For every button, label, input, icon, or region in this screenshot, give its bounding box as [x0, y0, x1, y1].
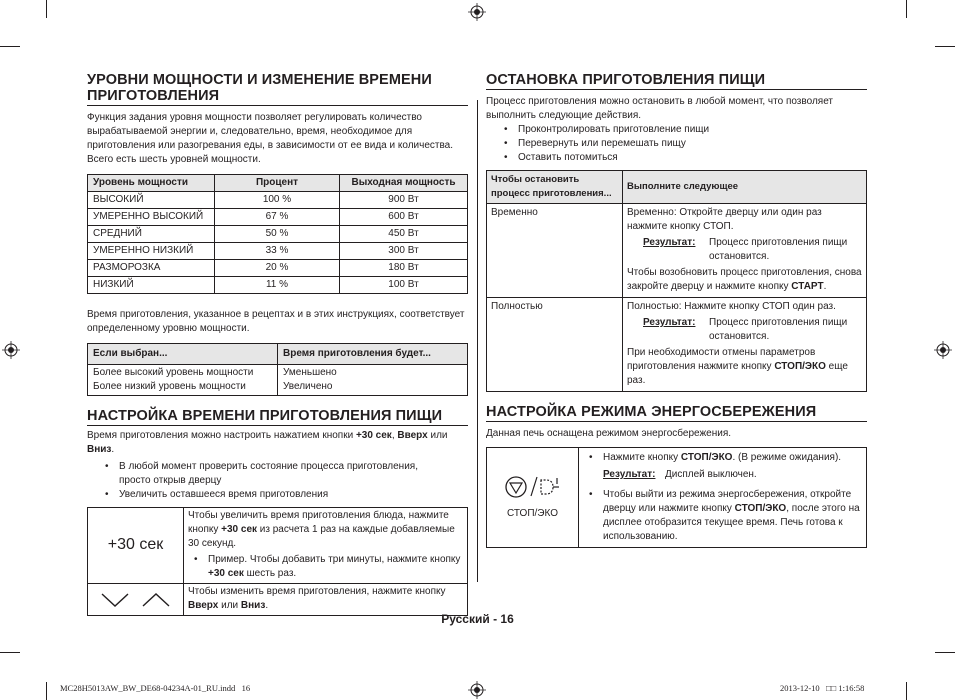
table-header: Уровень мощности [88, 175, 215, 192]
cell-text: . [265, 600, 269, 611]
table-header: Чтобы остановить процесс приготовления... [487, 171, 623, 204]
cell-text: . [823, 281, 827, 292]
result-text: Процесс приготовления пищи остановится. [709, 237, 848, 262]
cell-bold: СТОП/ЭКО [734, 503, 787, 514]
table-header: Выходная мощность [340, 175, 468, 192]
plus30-button-cell [88, 508, 184, 584]
cell-text: из расчета 1 раз на каждые добавляемые 30 секунд. [188, 524, 455, 549]
result-label: Результат: [643, 237, 696, 248]
up-arrow-icon[interactable] [141, 591, 171, 609]
cell-text: Увеличено [283, 381, 333, 392]
table-row [487, 204, 867, 298]
table-cell: 450 Вт [340, 226, 468, 243]
stop-eco-button[interactable] [503, 474, 563, 521]
table-cell: 300 Вт [340, 243, 468, 260]
table-row [487, 448, 867, 548]
eco-mode-table [486, 447, 867, 548]
cell-text: Временно: Откройте дверцу или один раз нажмите кнопку СТОП. [627, 207, 822, 232]
stop-eco-button-cell [487, 448, 579, 548]
power-levels-title: УРОВНИ МОЩНОСТИ И ИЗМЕНЕНИЕ ВРЕМЕНИ ПРИГОТОВЛЕНИЯ [87, 72, 468, 106]
cell-text: шесть раз. [243, 568, 297, 579]
crop-mark [935, 652, 955, 653]
table-row [88, 192, 468, 209]
table-row [88, 226, 468, 243]
intro-bold: Вверх [397, 430, 428, 441]
power-choice-table [87, 343, 468, 396]
intro-text: . [111, 444, 115, 455]
cell-bold: +30 сек [208, 568, 244, 579]
cell-text: . (В режиме ожидания). [732, 452, 842, 463]
column-divider [477, 100, 478, 582]
stop-cooking-bullets [486, 123, 867, 165]
result-label: Результат: [603, 469, 656, 480]
crop-mark [906, 682, 907, 700]
arrow-buttons-cell [88, 584, 184, 616]
table-cell: УМЕРЕННО ВЫСОКИЙ [88, 209, 215, 226]
table-cell: Полностью [487, 298, 623, 392]
table-row [88, 209, 468, 226]
cell-text: Нажмите кнопку [603, 452, 681, 463]
cell-text: При необходимости отмены параметров приготовления нажмите кнопку [627, 347, 816, 372]
power-levels-intro: Функция задания уровня мощности позволяет регулировать количество вырабатываемой энергии и, следовательно, время, необходимое для приготовления или разогревания еды, в зависимости от ее вида и количества. Всего есть шесть уровней мощности. [87, 112, 454, 165]
intro-text: Время приготовления можно настроить нажатием кнопки [87, 430, 356, 441]
table-row [88, 277, 468, 294]
intro-text: или [427, 430, 448, 441]
table-cell [623, 298, 867, 392]
cell-text: Более низкий уровень мощности [93, 381, 246, 392]
page-number: Русский - 16 [441, 612, 514, 626]
down-arrow-icon[interactable] [100, 591, 130, 609]
cell-text: Чтобы изменить время приготовления, нажмите кнопку [188, 586, 446, 597]
table-header: Выполните следующее [623, 171, 867, 204]
intro-bold: Вниз [87, 444, 112, 455]
cell-text: Пример. Чтобы добавить три минуты, нажмите кнопку [208, 554, 461, 565]
table-cell: Временно [487, 204, 623, 298]
table-cell: 100 Вт [340, 277, 468, 294]
table-row [88, 584, 468, 616]
registration-mark-icon [468, 681, 486, 699]
table-header: Если выбран... [88, 344, 278, 365]
table-cell: НИЗКИЙ [88, 277, 215, 294]
crop-mark [46, 0, 47, 18]
table-row [88, 365, 468, 396]
cell-text: Чтобы выйти из режима энергосбережения, откройте дверцу или нажмите кнопку [603, 489, 852, 514]
plus30-button[interactable]: +30 сек [107, 535, 164, 553]
cell-bold: Вверх [188, 600, 219, 611]
crop-mark [46, 682, 47, 700]
result-line [643, 236, 862, 264]
eco-mode-title: НАСТРОЙКА РЕЖИМА ЭНЕРГОСБЕРЕЖЕНИЯ [486, 404, 867, 422]
table-cell [623, 204, 867, 298]
table-cell: 900 Вт [340, 192, 468, 209]
registration-mark-icon [468, 3, 486, 21]
table-cell [184, 508, 468, 584]
cell-text: Полностью: Нажмите кнопку СТОП один раз. [627, 301, 836, 312]
cell-text: еще раз. [627, 361, 848, 386]
cell-text: Уменьшено [283, 367, 337, 378]
table-cell [184, 584, 468, 616]
stop-eco-icon [503, 474, 563, 500]
table-cell: 180 Вт [340, 260, 468, 277]
table-cell: УМЕРЕННО НИЗКИЙ [88, 243, 215, 260]
cell-text: Чтобы возобновить процесс приготовления, снова закройте дверцу и нажмите кнопку [627, 267, 862, 292]
eco-mode-intro: Данная печь оснащена режимом энергосбережения. [486, 428, 732, 439]
cell-text [627, 266, 862, 294]
result-text: Процесс приготовления пищи остановится. [709, 317, 848, 342]
list-item: • Чтобы выйти из режима энергосбережения, откройте дверцу или нажмите кнопку СТОП/ЭКО, после этого на дисплее отобразится текущее время. Печь готова к использованию. [589, 489, 860, 542]
list-item: • В любой момент проверить состояние процесса приготовления, просто открыв дверцу [87, 460, 468, 488]
cell-bold: СТОП/ЭКО [680, 452, 733, 463]
stop-cooking-title: ОСТАНОВКА ПРИГОТОВЛЕНИЯ ПИЩИ [486, 72, 867, 90]
file-info: MC28H5013AW_BW_DE68-04234A-01_RU.indd 16 [60, 683, 251, 693]
cell-bold: +30 сек [221, 524, 258, 535]
result-line [643, 316, 862, 344]
right-column [486, 72, 867, 548]
cell-bold: Вниз [240, 600, 266, 611]
list-item: • Пример. Чтобы добавить три минуты, нажмите кнопку +30 сек шесть раз. [194, 554, 461, 579]
table-row [88, 243, 468, 260]
crop-mark [935, 46, 955, 47]
table-cell [278, 365, 468, 396]
cooking-time-title: НАСТРОЙКА ВРЕМЕНИ ПРИГОТОВЛЕНИЯ ПИЩИ [87, 408, 468, 426]
crop-mark [0, 652, 20, 653]
table-cell [88, 365, 278, 396]
registration-mark-icon [2, 341, 20, 359]
cell-text [627, 346, 862, 388]
stop-cooking-intro: Процесс приготовления можно остановить в любой момент, что позволяет выполнить следующие действия. [486, 96, 833, 121]
table-cell: 50 % [215, 226, 340, 243]
crop-mark [0, 46, 20, 47]
stop-cooking-table [486, 170, 867, 392]
table-row [487, 298, 867, 392]
result-line [603, 468, 862, 482]
stop-eco-label: СТОП/ЭКО [507, 508, 558, 519]
table-cell: ВЫСОКИЙ [88, 192, 215, 209]
intro-text: , [391, 430, 398, 441]
cell-text: Более высокий уровень мощности [93, 367, 254, 378]
table-cell: СРЕДНИЙ [88, 226, 215, 243]
table-cell: 600 Вт [340, 209, 468, 226]
crop-mark [906, 0, 907, 18]
result-label: Результат: [643, 317, 696, 328]
cell-text [188, 509, 463, 551]
table-cell: 20 % [215, 260, 340, 277]
cell-text: или [218, 600, 241, 611]
list-item: • Увеличить оставшееся время приготовления [87, 488, 468, 502]
table-cell: 67 % [215, 209, 340, 226]
table-cell: РАЗМОРОЗКА [88, 260, 215, 277]
list-item: • Оставить потомиться [486, 151, 867, 165]
registration-mark-icon [934, 341, 952, 359]
table-cell: 11 % [215, 277, 340, 294]
cooking-time-intro [87, 429, 468, 457]
table-cell: 33 % [215, 243, 340, 260]
table-row [88, 260, 468, 277]
print-date: 2013-12-10 □□ 1:16:58 [780, 683, 865, 693]
list-item: • Нажмите кнопку СТОП/ЭКО. (В режиме ожидания). [589, 452, 842, 463]
cooking-time-bullets [87, 460, 468, 502]
intro-bold: +30 сек [355, 430, 392, 441]
table-row [88, 508, 468, 584]
cell-text: Чтобы увеличить время приготовления блюда, нажмите кнопку [188, 510, 449, 535]
list-item: • Перевернуть или перемешать пищу [486, 137, 867, 151]
table-cell: 100 % [215, 192, 340, 209]
list-item: • Проконтролировать приготовление пищи [486, 123, 867, 137]
table-header: Время приготовления будет... [278, 344, 468, 365]
table-cell [579, 448, 867, 548]
cell-bold: СТАРТ [791, 281, 824, 292]
result-text: Дисплей выключен. [665, 469, 757, 480]
table-header: Процент [215, 175, 340, 192]
power-levels-table [87, 174, 468, 294]
power-levels-note: Время приготовления, указанное в рецептах и в этих инструкциях, соответствует определенному уровню мощности. [87, 309, 465, 334]
left-column [87, 72, 468, 616]
cooking-time-table [87, 507, 468, 616]
cell-bold: СТОП/ЭКО [774, 361, 826, 372]
cell-text: , после этого на дисплее отобразится текущее время. Печь готова к использованию. [603, 503, 860, 542]
